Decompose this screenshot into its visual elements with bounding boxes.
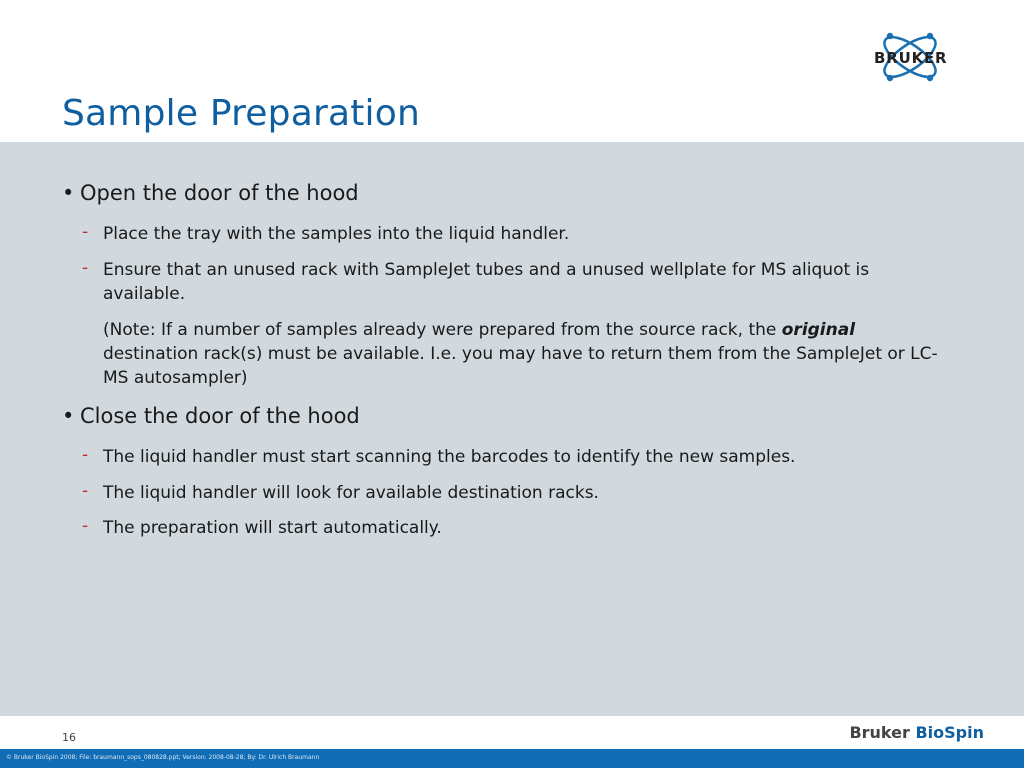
slide-title: Sample Preparation	[62, 93, 420, 134]
bullet-item	[62, 404, 360, 428]
note-paragraph	[103, 318, 943, 390]
dash-marker: -	[82, 516, 89, 536]
sub-item	[82, 445, 952, 469]
sub-item-text: Place the tray with the samples into the liquid handler.	[103, 224, 570, 244]
sub-item-text: The liquid handler must start scanning the barcodes to identify the new samples.	[103, 447, 796, 467]
sub-item	[82, 258, 952, 306]
logo-text: BRUKER	[874, 49, 948, 67]
bruker-atom-logo-icon	[866, 26, 984, 88]
sub-item	[82, 222, 952, 246]
copyright-text: © Bruker BioSpin 2008; File: braumann_sops_080828.ppt; Version: 2008-08-28; By: Dr. Ulrich Braumann	[6, 754, 320, 761]
dash-marker: -	[82, 258, 89, 278]
sub-item	[82, 516, 952, 540]
sub-item	[82, 481, 952, 505]
dash-marker: -	[82, 222, 89, 242]
sub-item-text: The preparation will start automatically.	[103, 518, 442, 538]
dash-marker: -	[82, 481, 89, 501]
note-emphasis: original	[781, 320, 856, 340]
bullet-item	[62, 181, 359, 205]
bullet-text: Close the door of the hood	[80, 404, 360, 428]
sub-item-text: The liquid handler will look for available destination racks.	[103, 483, 599, 503]
dash-marker: -	[82, 445, 89, 465]
bullet-text: Open the door of the hood	[80, 181, 359, 205]
sub-item-text: Ensure that an unused rack with SampleJet tubes and a unused wellplate for MS aliquot is available.	[103, 260, 870, 304]
brand-part-bruker: Bruker	[849, 723, 910, 742]
note-text-before: (Note: If a number of samples already were prepared from the source rack, the	[103, 320, 777, 340]
brand-wordmark	[849, 723, 984, 742]
page-number: 16	[62, 731, 76, 744]
bullet-dot: •	[62, 181, 75, 205]
brand-part-biospin: BioSpin	[915, 723, 984, 742]
note-text-after: destination rack(s) must be available. I.e. you may have to return them from the SampleJet or LC-MS autosampler)	[103, 344, 938, 388]
footer-bar	[0, 749, 1024, 768]
bullet-dot: •	[62, 404, 75, 428]
